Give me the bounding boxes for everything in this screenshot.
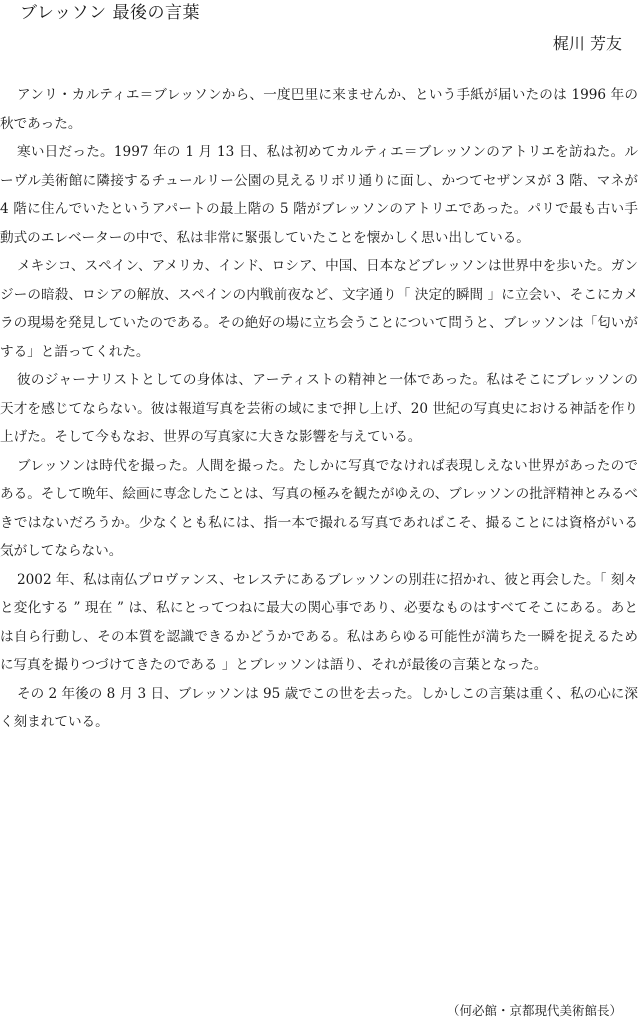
- paragraph: 彼のジャーナリストとしての身体は、アーティストの精神と一体であった。私はそこにブレッソンの天才を感じてならない。彼は報道写真を芸術の域にまで押し上げ、20 世紀の写真史における神話を作り上げた。そして今もなお、世界の写真家に大きな影響を与えている。: [0, 372, 638, 445]
- author-affiliation: （何必館・京都現代美術館長）: [446, 1003, 622, 1018]
- article-body: [0, 81, 638, 737]
- paragraph: 2002 年、私は南仏プロヴァンス、セレステにあるブレッソンの別荘に招かれ、彼と再会した。「 刻々と変化する ” 現在 ” は、私にとってつねに最大の関心事であり、必要なものはすべてそこにある。あとは自ら行動し、その本質を認識できるかどうかである。私はあらゆる可能性が満ちた一瞬を捉えるために写真を撮りつづけてきたのである 」とブレッソンは語り、それが最後の言葉となった。: [0, 571, 638, 673]
- paragraph: 寒い日だった。1997 年の 1 月 13 日、私は初めてカルティエ＝ブレッソンのアトリエを訪ねた。ルーヴル美術館に隣接するチュールリー公園の見えるリボリ通りに面し、かつてセザンヌが 3 階、マネが 4 階に住んでいたというアパートの最上階の 5 階がブレッソンのアトリエであった。パリで最も古い手動式のエレベーターの中で、私は非常に緊張していたことを懐かしく思い出している。: [0, 144, 638, 246]
- author-name: 梶川 芳友: [552, 34, 622, 53]
- paragraph: その 2 年後の 8 月 3 日、ブレッソンは 95 歳でこの世を去った。しかしこの言葉は重く、私の心に深く刻まれている。: [0, 685, 638, 730]
- paragraph: アンリ・カルティエ＝ブレッソンから、一度巴里に来ませんか、という手紙が届いたのは 1996 年の秋であった。: [0, 87, 638, 132]
- article-title: ブレッソン 最後の言葉: [20, 3, 201, 23]
- paragraph: メキシコ、スペイン、アメリカ、インド、ロシア、中国、日本などブレッソンは世界中を歩いた。ガンジーの暗殺、ロシアの解放、スペインの内戦前夜など、文字通り「 決定的瞬間 」に立会い、そこにカメラの現場を発見していたのである。その絶好の場に立ち会うことについて問うと、ブレッソンは「匂いがする」と語ってくれた。: [0, 258, 638, 360]
- paragraph: ブレッソンは時代を撮った。人間を撮った。たしかに写真でなければ表現しえない世界があったのである。そして晩年、絵画に専念したことは、写真の極みを観たがゆえの、ブレッソンの批評精神とみるべきではないだろうか。少なくとも私には、指一本で撮れる写真であればこそ、撮ることには資格がいる気がしてならない。: [0, 457, 638, 559]
